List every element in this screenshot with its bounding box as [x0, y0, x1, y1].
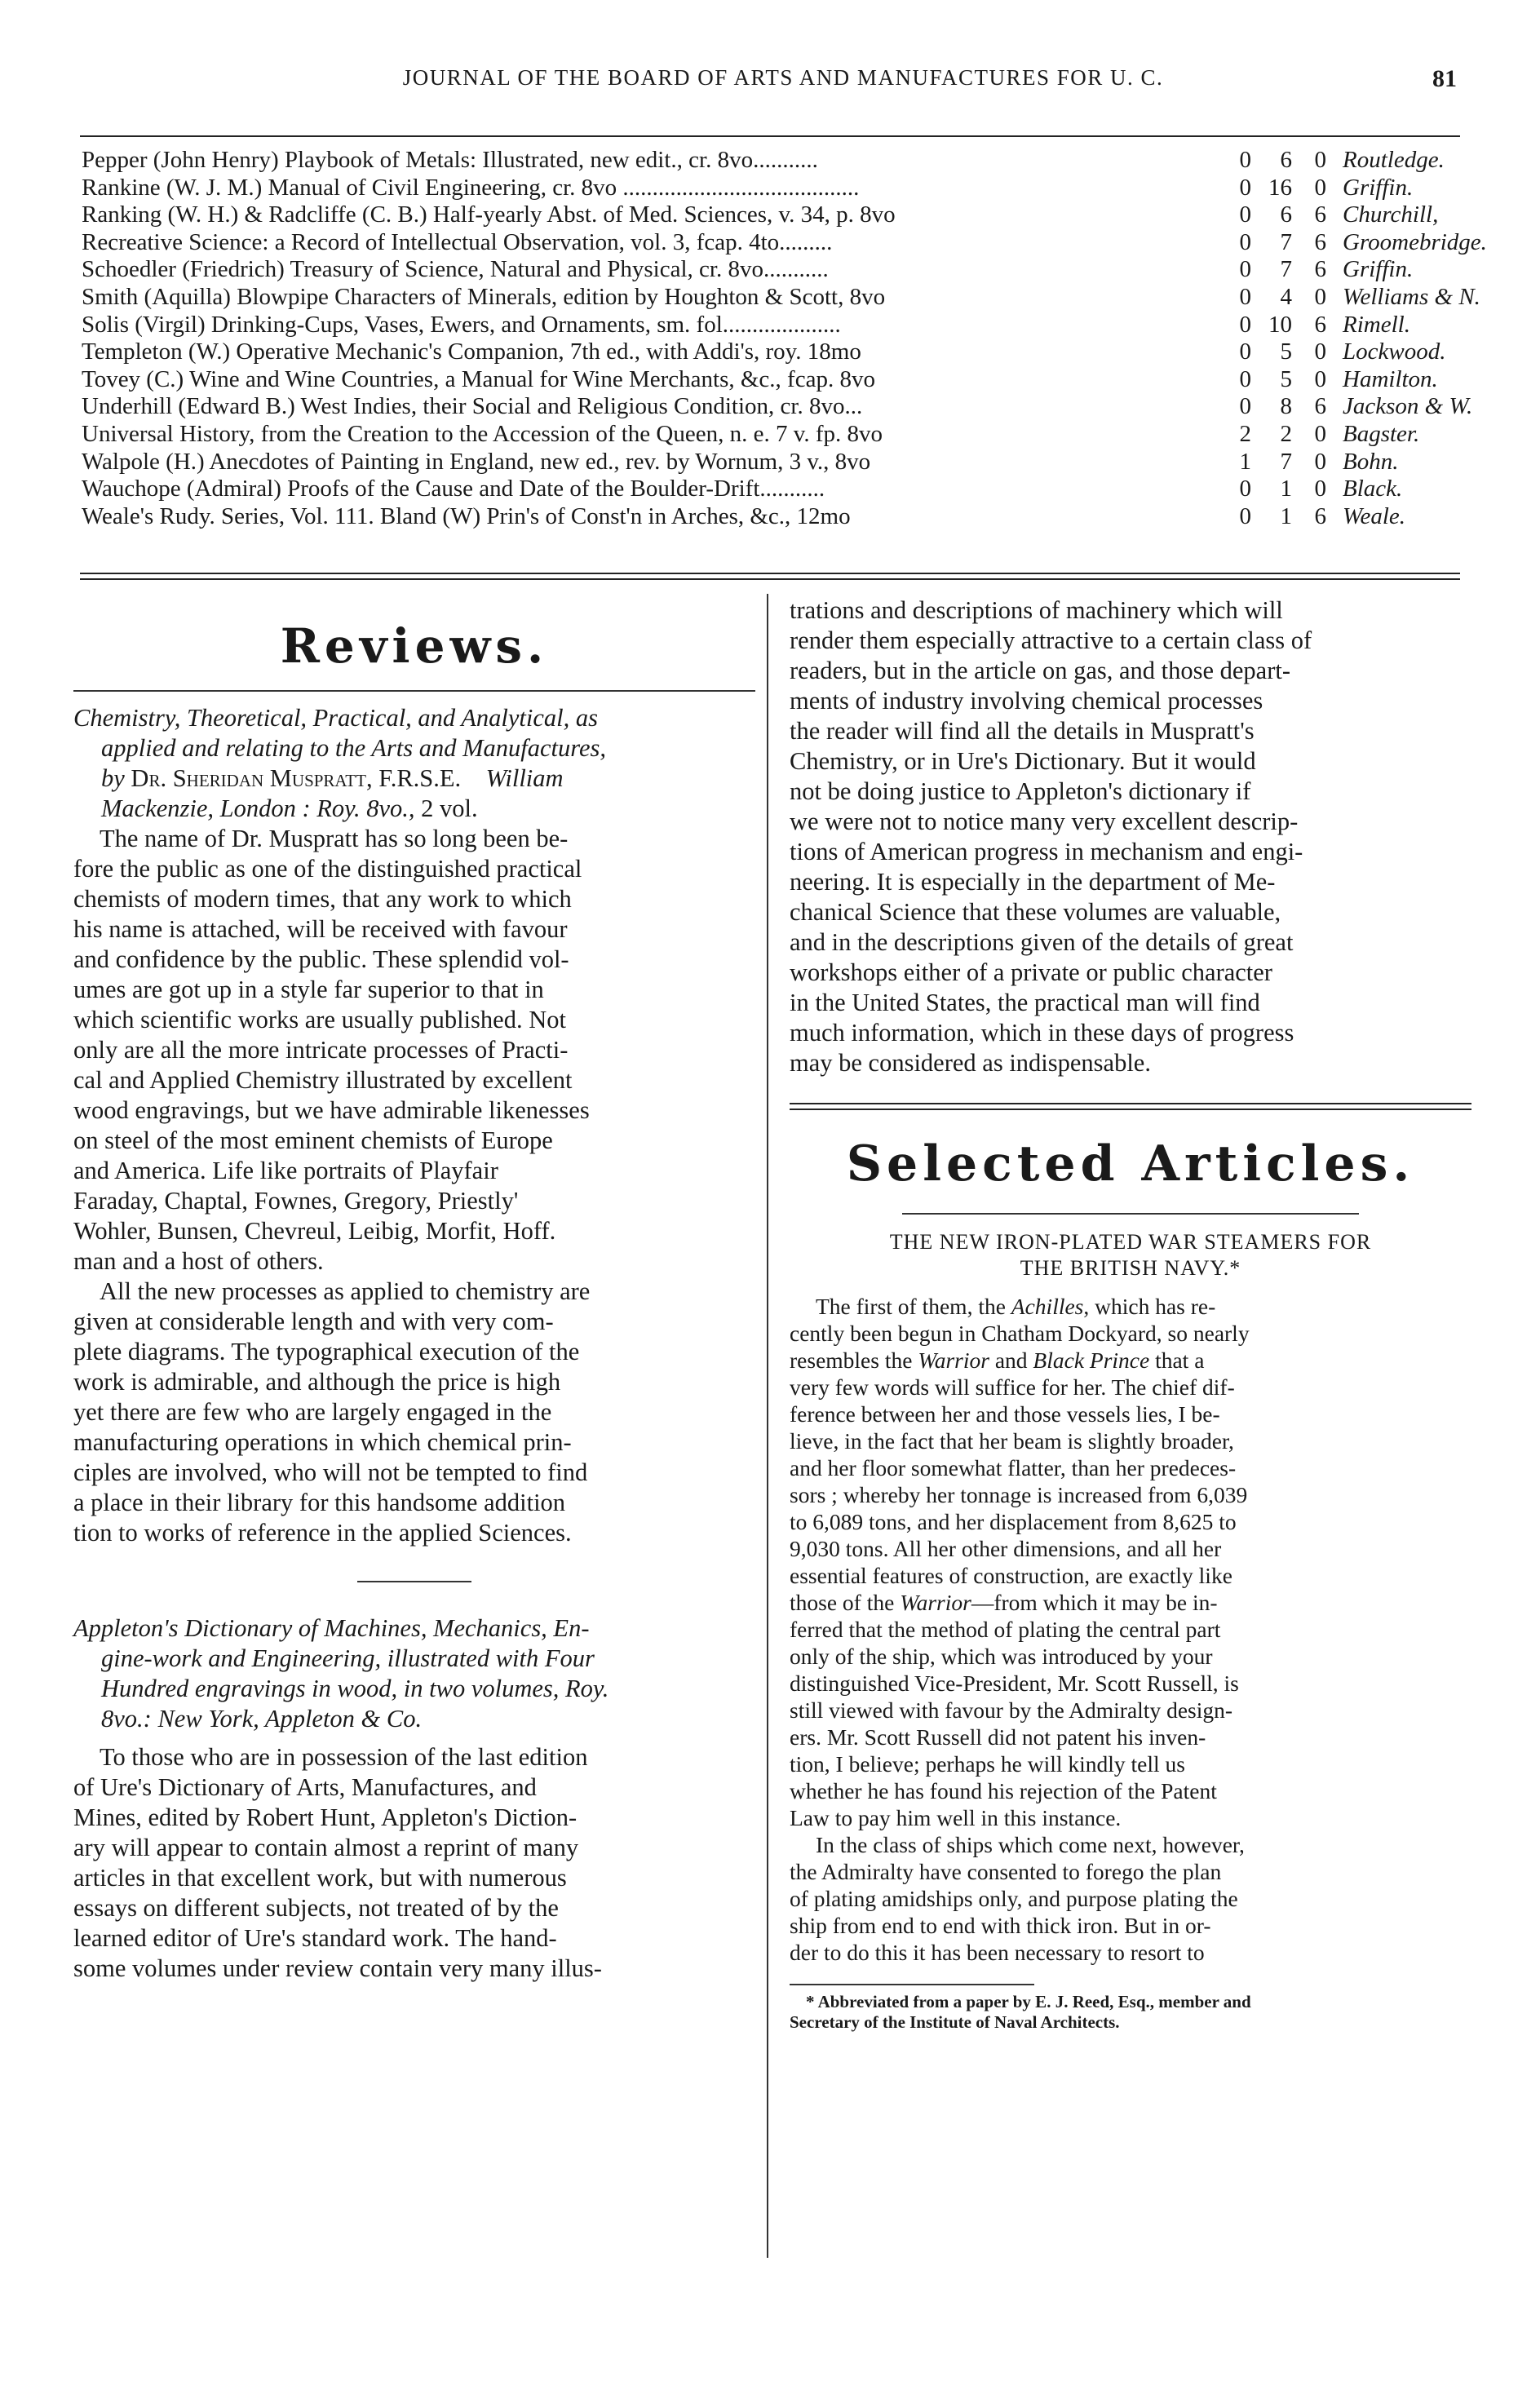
citation-line	[73, 794, 755, 824]
price-pence: 0	[1314, 448, 1326, 475]
text-line: much information, which in these days of progress	[790, 1019, 1294, 1047]
article-paragraph-2	[790, 1831, 1471, 1966]
price-shillings: 7	[1280, 256, 1292, 283]
price-shillings: 5	[1280, 365, 1292, 392]
text-line: some volumes under review contain very many illus-	[73, 1954, 602, 1982]
price-pence: 6	[1314, 201, 1326, 228]
price-pounds: 0	[1239, 476, 1251, 502]
price-shillings: 7	[1280, 448, 1292, 475]
text-line: der to do this it has been necessary to resort to	[790, 1940, 1205, 1965]
citation-line: 8vo.: New York, Appleton & Co.	[101, 1705, 423, 1733]
journal-title: JOURNAL OF THE BOARD OF ARTS AND MANUFACTURES FOR U. C.	[402, 65, 1164, 90]
citation-line: gine-work and Engineering, illustrated with Four	[101, 1644, 595, 1672]
text-line: chemists of modern times, that any work to which	[73, 885, 572, 913]
text-line: learned editor of Ure's standard work. The hand-	[73, 1924, 557, 1952]
book-entry	[82, 228, 1487, 257]
book-title: Weale's Rudy. Series, Vol. 111. Bland (W) Prin's of Const'n in Arches, &c., 12mo	[82, 502, 851, 529]
book-title: Walpole (H.) Anecdotes of Painting in England, new ed., rev. by Wornum, 3 v., 8vo	[82, 448, 871, 475]
text-line: fore the public as one of the distinguished practical	[73, 855, 582, 883]
text-line: umes are got up in a style far superior to that in	[73, 976, 544, 1003]
text-line: to 6,089 tons, and her displacement from 8,625 to	[790, 1509, 1237, 1534]
book-entry	[82, 366, 1460, 394]
section-double-rule	[80, 573, 1460, 580]
article-footnote	[790, 1992, 1471, 2033]
book-publisher: Welliams & N.	[1343, 283, 1480, 310]
header-rule	[80, 135, 1460, 137]
book-publisher: Black.	[1343, 476, 1403, 502]
book-title: Pepper (John Henry) Playbook of Metals: Illustrated, new edit., cr. 8vo...........	[82, 147, 818, 173]
book-publisher: Routledge.	[1343, 147, 1445, 173]
text-line: tion, I believe; perhaps he will kindly tell us	[790, 1751, 1185, 1777]
book-publisher: Hamilton.	[1343, 365, 1438, 392]
text-line: a place in their library for this handsome addition	[73, 1489, 566, 1516]
price-pence: 0	[1314, 420, 1326, 447]
text-line: ments of industry involving chemical processes	[790, 687, 1263, 715]
book-publisher: Jackson & W.	[1343, 393, 1473, 420]
price-pence: 0	[1314, 365, 1326, 392]
book-title: Universal History, from the Creation to the Accession of the Queen, n. e. 7 v. fp. 8vo	[82, 420, 883, 447]
book-entry	[82, 201, 1460, 229]
book-publisher: Churchill,	[1343, 201, 1439, 228]
text-line: ciples are involved, who will not be tempted to find	[73, 1458, 588, 1486]
page-number: 81	[1432, 65, 1457, 92]
review-separator	[357, 1581, 471, 1582]
price-shillings: 6	[1280, 201, 1292, 228]
price-shillings: 4	[1280, 283, 1292, 310]
book-entry	[82, 283, 1480, 312]
text-line: plete diagrams. The typographical execution of the	[73, 1338, 580, 1365]
text-line: not be doing justice to Appleton's dictionary if	[790, 777, 1251, 805]
text-line: sors ; whereby her tonnage is increased from 6,039	[790, 1482, 1248, 1507]
text-line: only are all the more intricate processes of Practi-	[73, 1036, 569, 1064]
price-pence: 6	[1314, 256, 1326, 283]
price-shillings: 16	[1268, 174, 1292, 201]
text-line: work is admirable, and although the price is high	[73, 1368, 561, 1396]
price-pence: 0	[1314, 174, 1326, 201]
price-shillings: 10	[1268, 311, 1292, 338]
price-pounds: 0	[1239, 174, 1251, 201]
footnote-line: Secretary of the Institute of Naval Architects.	[790, 2012, 1120, 2032]
book-entry	[82, 339, 1460, 366]
book-entry	[82, 147, 1460, 175]
price-pounds: 0	[1239, 201, 1251, 228]
text-line: the reader will find all the details in Muspratt's	[790, 717, 1255, 745]
text-line: trations and descriptions of machinery which will	[790, 596, 1283, 624]
text-line: and her floor somewhat flatter, than her predeces-	[790, 1455, 1237, 1480]
price-pence: 0	[1314, 283, 1326, 310]
text-line: The name of Dr. Muspratt has so long been be-	[100, 825, 569, 852]
book-publisher: Weale.	[1343, 502, 1406, 529]
text-line: his name is attached, will be received with favour	[73, 915, 568, 943]
citation-imprint: Mackenzie, London : Roy. 8vo.,	[101, 794, 415, 822]
review-2-paragraph-1	[73, 1742, 755, 1984]
review-1	[73, 703, 755, 1548]
text-line: Chemistry, or in Ure's Dictionary. But it would	[790, 747, 1256, 775]
text-line: All the new processes as applied to chemistry are	[100, 1277, 591, 1305]
book-title: Smith (Aquilla) Blowpipe Characters of Minerals, edition by Houghton & Scott, 8vo	[82, 283, 886, 310]
citation-degree: , F.R.S.E.	[365, 764, 462, 792]
reviews-heading-rule	[73, 690, 755, 692]
citation-publisher: William	[485, 764, 564, 792]
citation-line: Appleton's Dictionary of Machines, Mechanics, En-	[73, 1614, 590, 1642]
book-entry	[82, 449, 1460, 476]
price-pounds: 0	[1239, 228, 1251, 255]
book-publisher: Griffin.	[1343, 174, 1414, 201]
price-pounds: 0	[1239, 393, 1251, 420]
price-shillings: 8	[1280, 393, 1292, 420]
text-line: of plating amidships only, and purpose plating the	[790, 1886, 1238, 1911]
text-line: and confidence by the public. These splendid vol-	[73, 945, 569, 973]
article-title-line: THE BRITISH NAVY.*	[1020, 1256, 1241, 1280]
text-line: still viewed with favour by the Admiralty design-	[790, 1697, 1233, 1723]
text-line: on steel of the most eminent chemists of Europe	[73, 1126, 553, 1154]
book-title: Recreative Science: a Record of Intellectual Observation, vol. 3, fcap. 4to.........	[82, 228, 833, 255]
left-column	[73, 595, 755, 1984]
price-pence: 6	[1314, 311, 1326, 338]
text-line: ship from end to end with thick iron. But in or-	[790, 1913, 1211, 1938]
text-line: given at considerable length and with very com-	[73, 1308, 554, 1335]
text-line: distinguished Vice-President, Mr. Scott Russell, is	[790, 1671, 1239, 1696]
price-pence: 0	[1314, 476, 1326, 502]
article-paragraph-1	[790, 1293, 1471, 1831]
text-line: cal and Applied Chemistry illustrated by excellent	[73, 1066, 573, 1094]
text-line: The first of them, the Achilles, which has re-	[816, 1294, 1216, 1319]
price-pounds: 0	[1239, 339, 1251, 365]
book-publisher: Bagster.	[1343, 420, 1420, 447]
text-line: articles in that excellent work, but with numerous	[73, 1864, 567, 1892]
price-shillings: 5	[1280, 339, 1292, 365]
book-title: Ranking (W. H.) & Radcliffe (C. B.) Half-yearly Abst. of Med. Sciences, v. 34, p. 8vo	[82, 201, 896, 228]
text-line: ference between her and those vessels lies, I be-	[790, 1401, 1220, 1427]
footnote-rule	[790, 1984, 1034, 1985]
text-line: cently been begun in Chatham Dockyard, so nearly	[790, 1321, 1250, 1346]
text-line: render them especially attractive to a certain class of	[790, 626, 1312, 654]
right-column	[790, 595, 1471, 2033]
text-line: yet there are few who are largely engaged in the	[73, 1398, 552, 1426]
price-pounds: 0	[1239, 365, 1251, 392]
text-line: neering. It is especially in the department of Me-	[790, 868, 1276, 896]
text-line: ary will appear to contain almost a reprint of many	[73, 1834, 579, 1861]
article	[790, 1229, 1471, 2033]
review-1-paragraph-1	[73, 824, 755, 1277]
text-line: those of the Warrior—from which it may be in-	[790, 1590, 1218, 1615]
review-2-continuation	[790, 595, 1471, 1078]
running-header	[0, 65, 1540, 106]
book-title: Solis (Virgil) Drinking-Cups, Vases, Ewers, and Ornaments, sm. fol....................	[82, 311, 841, 338]
book-publisher: Bohn.	[1343, 448, 1399, 475]
selected-articles-heading: Selected Articles.	[846, 1135, 1415, 1193]
text-line: Wohler, Bunsen, Chevreul, Leibig, Morfit, Hoff.	[73, 1217, 556, 1245]
text-line: man and a host of others.	[73, 1247, 324, 1275]
text-line: In the class of ships which come next, however,	[816, 1832, 1245, 1857]
price-shillings: 1	[1280, 502, 1292, 529]
selected-heading-rule	[902, 1213, 1359, 1215]
text-line: manufacturing operations in which chemical prin-	[73, 1428, 572, 1456]
citation-volumes: 2 vol.	[414, 794, 478, 822]
text-line: only of the ship, which was introduced by your	[790, 1644, 1213, 1669]
book-title: Schoedler (Friedrich) Treasury of Science, Natural and Physical, cr. 8vo...........	[82, 256, 829, 283]
review-2	[73, 1613, 755, 1984]
book-entry	[82, 503, 1460, 531]
text-line: and America. Life like portraits of Playfair	[73, 1157, 498, 1184]
book-list	[82, 147, 1487, 530]
book-title: Tovey (C.) Wine and Wine Countries, a Manual for Wine Merchants, &c., fcap. 8vo	[82, 365, 875, 392]
citation-line: applied and relating to the Arts and Manufactures,	[101, 734, 606, 762]
book-publisher: Griffin.	[1343, 256, 1414, 283]
price-pence: 0	[1314, 339, 1326, 365]
column-divider	[767, 594, 768, 2258]
price-pence: 6	[1314, 393, 1326, 420]
book-title: Wauchope (Admiral) Proofs of the Cause and Date of the Boulder-Drift...........	[82, 476, 825, 502]
book-title: Underhill (Edward B.) West Indies, their Social and Religious Condition, cr. 8vo...	[82, 393, 863, 420]
book-entry	[82, 421, 1460, 449]
text-line: essays on different subjects, not treated of by the	[73, 1894, 559, 1922]
text-line: ferred that the method of plating the central part	[790, 1617, 1221, 1642]
citation-line: Chemistry, Theoretical, Practical, and Analytical, as	[73, 704, 598, 732]
article-title	[790, 1229, 1471, 1281]
price-pounds: 2	[1239, 420, 1251, 447]
price-pounds: 1	[1239, 448, 1251, 475]
reviews-heading: Reviews.	[280, 618, 549, 674]
price-pounds: 0	[1239, 311, 1251, 338]
text-line: the Admiralty have consented to forego the plan	[790, 1859, 1222, 1884]
book-publisher: Groomebridge.	[1343, 228, 1487, 255]
price-pounds: 0	[1239, 147, 1251, 173]
citation-author: Dr. Sheridan Muspratt	[131, 764, 366, 792]
price-shillings: 7	[1280, 228, 1292, 255]
price-pounds: 0	[1239, 256, 1251, 283]
book-title: Templeton (W.) Operative Mechanic's Companion, 7th ed., with Addi's, roy. 18mo	[82, 339, 861, 365]
text-line: chanical Science that these volumes are valuable,	[790, 898, 1281, 926]
book-entry	[82, 175, 1460, 202]
book-title: Rankine (W. J. M.) Manual of Civil Engineering, cr. 8vo ........................................	[82, 174, 860, 201]
text-line: workshops either of a private or public character	[790, 958, 1272, 986]
text-line: Faraday, Chaptal, Fownes, Gregory, Priestly'	[73, 1187, 519, 1215]
price-shillings: 6	[1280, 147, 1292, 173]
book-entry	[82, 256, 1460, 284]
text-line: very few words will suffice for her. The chief dif-	[790, 1374, 1235, 1400]
book-entry	[82, 312, 1460, 339]
text-line: which scientific works are usually published. Not	[73, 1006, 566, 1033]
text-line: we were not to notice many very excellent descrip-	[790, 808, 1299, 835]
book-publisher: Lockwood.	[1343, 339, 1446, 365]
citation-line: Hundred engravings in wood, in two volumes, Roy.	[101, 1675, 609, 1702]
price-pounds: 0	[1239, 283, 1251, 310]
price-pence: 6	[1314, 502, 1326, 529]
text-line: essential features of construction, are exactly like	[790, 1563, 1232, 1588]
text-line: Law to pay him well in this instance.	[790, 1805, 1122, 1830]
text-line: wood engravings, but we have admirable likenesses	[73, 1096, 590, 1124]
article-title-line: THE NEW IRON-PLATED WAR STEAMERS FOR	[889, 1230, 1372, 1254]
review-2-citation	[73, 1613, 755, 1734]
text-line: 9,030 tons. All her other dimensions, and all her	[790, 1536, 1222, 1561]
articles-double-rule	[790, 1103, 1471, 1110]
book-publisher: Rimell.	[1343, 311, 1410, 338]
text-line: ers. Mr. Scott Russell did not patent his inven-	[790, 1724, 1206, 1750]
text-line: To those who are in possession of the last edition	[100, 1743, 588, 1771]
price-shillings: 1	[1280, 476, 1292, 502]
footnote-line: * Abbreviated from a paper by E. J. Reed, Esq., member and	[806, 1992, 1251, 2011]
text-line: lieve, in the fact that her beam is slightly broader,	[790, 1428, 1234, 1454]
book-entry	[82, 393, 1473, 421]
citation-line	[73, 763, 755, 794]
review-1-citation	[73, 703, 755, 824]
review-1-paragraph-2	[73, 1277, 755, 1548]
price-pounds: 0	[1239, 502, 1251, 529]
price-shillings: 2	[1280, 420, 1292, 447]
text-line: readers, but in the article on gas, and those depart-	[790, 657, 1291, 684]
text-line: Mines, edited by Robert Hunt, Appleton's Diction-	[73, 1803, 578, 1831]
price-pence: 6	[1314, 228, 1326, 255]
text-line: whether he has found his rejection of the Patent	[790, 1778, 1217, 1803]
text-line: tions of American progress in mechanism and engi-	[790, 838, 1303, 865]
citation-by: by	[101, 764, 125, 792]
text-line: and in the descriptions given of the details of great	[790, 928, 1294, 956]
text-line: tion to works of reference in the applied Sciences.	[73, 1519, 572, 1547]
text-line: may be considered as indispensable.	[790, 1049, 1151, 1077]
book-entry	[82, 476, 1460, 503]
text-line: of Ure's Dictionary of Arts, Manufactures, and	[73, 1773, 537, 1801]
text-line: in the United States, the practical man will find	[790, 989, 1260, 1016]
text-line: resembles the Warrior and Black Prince that a	[790, 1348, 1205, 1373]
price-pence: 0	[1314, 147, 1326, 173]
